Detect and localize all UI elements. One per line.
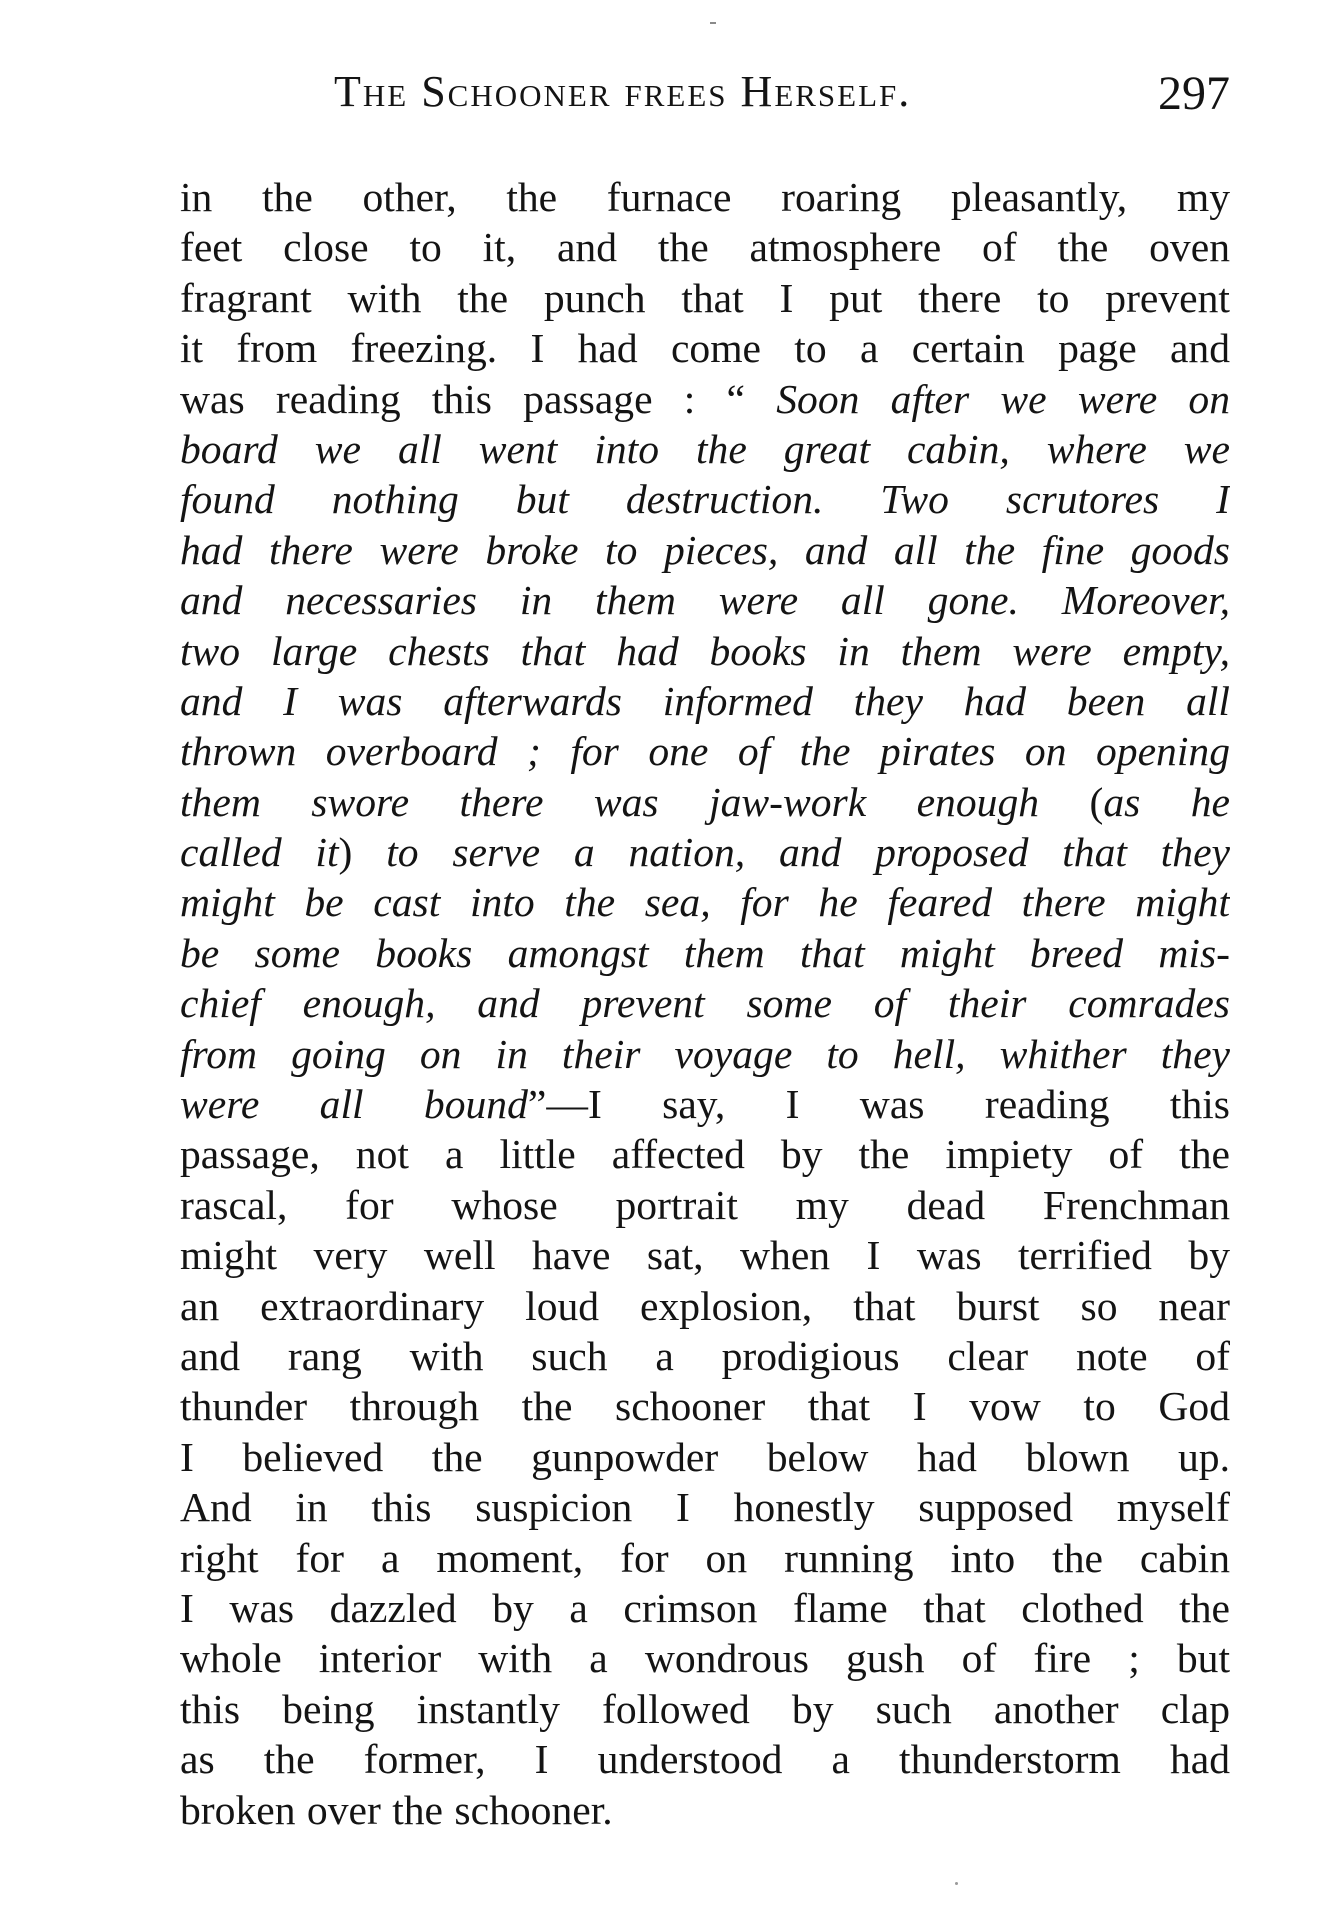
- italic-text: from going on in their voyage to hell, whither they: [180, 1030, 1230, 1077]
- running-title: The Schooner frees Herself.: [334, 67, 912, 116]
- italic-text: board we all went into the great cabin, where we: [180, 425, 1230, 472]
- body-text: [180, 172, 1230, 1835]
- text-line: [180, 374, 1230, 424]
- italic-text: as he: [1103, 778, 1230, 825]
- text-line: [180, 1129, 1230, 1179]
- text-run: thunder through the schooner that I vow to God: [180, 1383, 1230, 1430]
- italic-text: might be cast into the sea, for he feared there might: [180, 879, 1230, 926]
- text-line: [180, 1281, 1230, 1331]
- text-line: [180, 777, 1230, 827]
- italic-text: be some books amongst them that might breed mis-: [180, 929, 1230, 976]
- text-run: it from freezing. I had come to a certain page and: [180, 325, 1230, 372]
- text-run: fragrant with the punch that I put there to prevent: [180, 274, 1230, 321]
- italic-text: thrown overboard ; for one of the pirates on opening: [180, 728, 1230, 775]
- print-speck: [710, 22, 716, 24]
- text-run: I was dazzled by a crimson flame that clothed the: [180, 1584, 1230, 1631]
- text-line: [180, 1029, 1230, 1079]
- italic-text: and necessaries in them were all gone. Moreover,: [180, 577, 1230, 624]
- text-run: And in this suspicion I honestly supposed myself: [180, 1484, 1230, 1531]
- text-line: [180, 1331, 1230, 1381]
- text-run: might very well have sat, when I was terrified by: [180, 1232, 1230, 1279]
- text-line: [180, 1633, 1230, 1683]
- text-line: [180, 1734, 1230, 1784]
- text-line: [180, 222, 1230, 272]
- text-line: [180, 172, 1230, 222]
- text-run: broken over the schooner.: [180, 1786, 613, 1833]
- italic-text: them swore there was jaw-work enough: [180, 778, 1090, 825]
- text-line: [180, 877, 1230, 927]
- text-run: (: [1089, 778, 1104, 825]
- text-run: rascal, for whose portrait my dead Frenchman: [180, 1181, 1230, 1228]
- italic-text: had there were broke to pieces, and all the fine goods: [180, 526, 1230, 573]
- text-run: in the other, the furnace roaring pleasantly, my: [180, 174, 1230, 220]
- print-speck: [955, 1882, 958, 1885]
- text-line: [180, 1079, 1230, 1129]
- text-line: [180, 1432, 1230, 1482]
- italic-text: to serve a nation, and proposed that they: [386, 829, 1230, 876]
- text-run: passage, not a little affected by the impiety of the: [180, 1131, 1230, 1178]
- text-run: an extraordinary loud explosion, that burst so near: [180, 1282, 1230, 1329]
- italic-text: were all bound: [180, 1081, 528, 1128]
- text-line: [180, 978, 1230, 1028]
- text-run: this being instantly followed by such another clap: [180, 1685, 1230, 1732]
- text-line: [180, 1381, 1230, 1431]
- text-line: [180, 676, 1230, 726]
- italic-text: chief enough, and prevent some of their comrades: [180, 980, 1230, 1027]
- text-line: [180, 1230, 1230, 1280]
- text-line: [180, 424, 1230, 474]
- italic-text: called it: [180, 829, 339, 876]
- text-run: as the former, I understood a thunderstorm had: [180, 1736, 1230, 1783]
- page-number: 297: [1158, 67, 1230, 120]
- text-line: [180, 273, 1230, 323]
- text-line: [180, 1533, 1230, 1583]
- text-line: [180, 1180, 1230, 1230]
- text-line: [180, 1785, 1230, 1835]
- italic-text: and I was afterwards informed they had been all: [180, 677, 1230, 724]
- running-head: [180, 58, 1230, 128]
- text-line: [180, 323, 1230, 373]
- text-run: I believed the gunpowder below had blown up.: [180, 1433, 1230, 1480]
- text-line: [180, 1684, 1230, 1734]
- text-line: [180, 575, 1230, 625]
- text-line: [180, 1583, 1230, 1633]
- text-line: [180, 827, 1230, 877]
- text-run: ”—I say, I was reading this: [527, 1081, 1230, 1128]
- italic-text: two large chests that had books in them were empty,: [180, 627, 1230, 674]
- text-run: was reading this passage : “: [180, 375, 777, 422]
- text-run: ): [338, 829, 387, 876]
- text-line: [180, 928, 1230, 978]
- text-line: [180, 726, 1230, 776]
- text-run: and rang with such a prodigious clear note of: [180, 1332, 1230, 1379]
- text-line: [180, 626, 1230, 676]
- text-run: whole interior with a wondrous gush of fire ; but: [180, 1635, 1230, 1682]
- italic-text: Soon after we were on: [776, 375, 1230, 422]
- text-line: [180, 474, 1230, 524]
- text-run: right for a moment, for on running into the cabin: [180, 1534, 1230, 1581]
- text-line: [180, 525, 1230, 575]
- italic-text: found nothing but destruction. Two scrutores I: [180, 476, 1230, 523]
- text-line: [180, 1482, 1230, 1532]
- text-run: feet close to it, and the atmosphere of the oven: [180, 224, 1230, 271]
